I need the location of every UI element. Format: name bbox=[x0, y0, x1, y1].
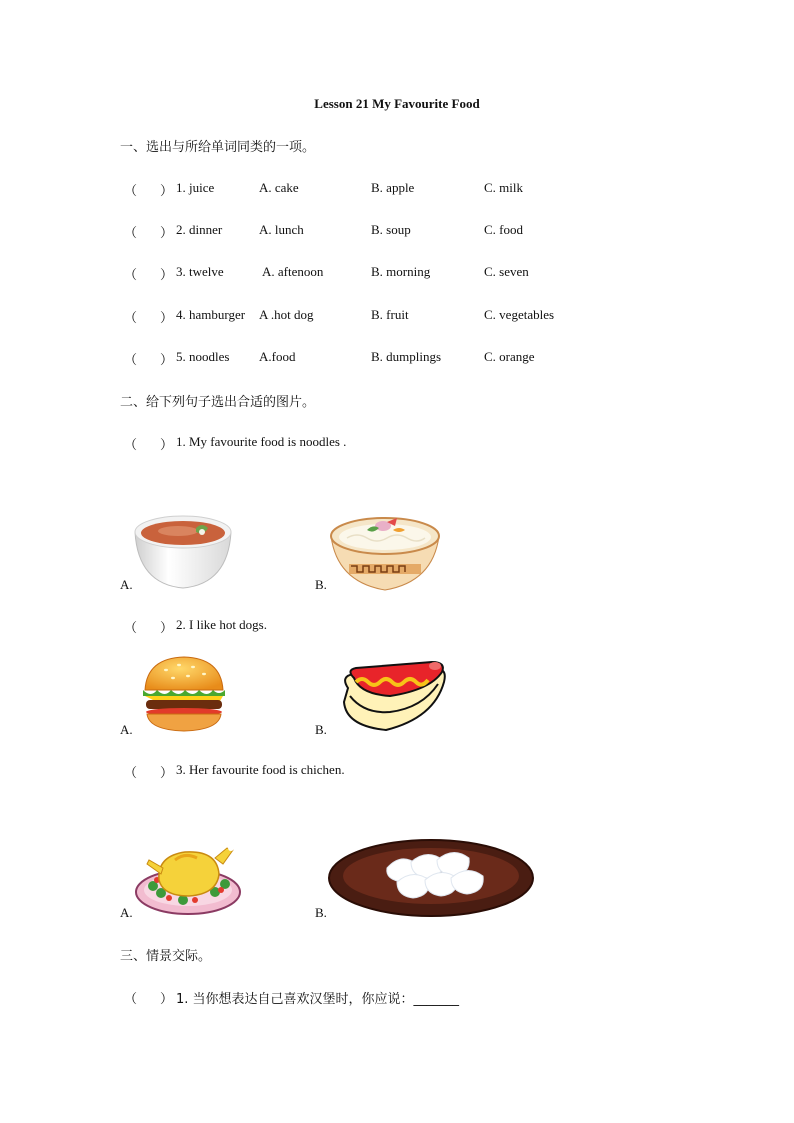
answer-paren-close: ） bbox=[160, 267, 174, 282]
option-a: A. cake bbox=[259, 180, 299, 195]
option-b: B. apple bbox=[371, 180, 415, 195]
option-b-label: B. bbox=[315, 905, 327, 920]
hamburger-icon bbox=[141, 654, 227, 734]
option-a: A. aftenoon bbox=[262, 264, 324, 279]
option-a: A.food bbox=[259, 349, 296, 364]
answer-paren-close: ） bbox=[160, 437, 174, 452]
answer-paren-open: （ bbox=[124, 310, 138, 325]
answer-paren-close: ） bbox=[160, 765, 174, 780]
question-sentence: 2. I like hot dogs. bbox=[176, 617, 267, 632]
answer-paren-close: ） bbox=[160, 620, 174, 635]
option-a-label: A. bbox=[120, 722, 133, 737]
answer-paren-close: ） bbox=[160, 183, 174, 198]
page-title: Lesson 21 My Favourite Food bbox=[314, 96, 480, 111]
section1-heading: 一、选出与所给单词同类的一项。 bbox=[120, 140, 316, 155]
answer-paren-close: ） bbox=[160, 352, 174, 367]
option-b: B. soup bbox=[371, 222, 411, 237]
option-c: C. vegetables bbox=[484, 307, 555, 322]
option-a: A .hot dog bbox=[259, 307, 314, 322]
answer-paren-open: （ bbox=[124, 437, 138, 452]
answer-paren-open: （ bbox=[124, 352, 138, 367]
dumplings-plate-icon bbox=[327, 838, 535, 918]
option-a: A. lunch bbox=[259, 222, 304, 237]
answer-paren-open: （ bbox=[124, 765, 138, 780]
option-c: C. food bbox=[484, 222, 523, 237]
answer-paren-close: ） bbox=[160, 991, 174, 1006]
option-b-label: B. bbox=[315, 722, 327, 737]
option-c: C. seven bbox=[484, 264, 529, 279]
answer-paren-open: （ bbox=[124, 620, 138, 635]
soup-bowl-icon bbox=[132, 510, 234, 590]
answer-paren-open: （ bbox=[124, 225, 138, 240]
noodle-bowl-icon bbox=[327, 512, 443, 592]
hot-dog-icon bbox=[334, 656, 450, 736]
question-sentence: 1. 当你想表达自己喜欢汉堡时，你应说：_______ bbox=[176, 992, 460, 1007]
option-a-label: A. bbox=[120, 577, 133, 592]
answer-paren-open: （ bbox=[124, 183, 138, 198]
option-b: B. fruit bbox=[371, 307, 409, 322]
question-word: 5. noodles bbox=[176, 349, 230, 364]
roast-chicken-icon bbox=[133, 838, 243, 918]
question-sentence: 1. My favourite food is noodles . bbox=[176, 434, 347, 449]
section2-heading: 二、给下列句子选出合适的图片。 bbox=[120, 395, 316, 410]
answer-paren-close: ） bbox=[160, 310, 174, 325]
answer-paren-open: （ bbox=[124, 991, 138, 1006]
question-word: 4. hamburger bbox=[176, 307, 246, 322]
question-word: 1. juice bbox=[176, 180, 215, 195]
section3-heading: 三、情景交际。 bbox=[120, 949, 212, 964]
answer-paren-open: （ bbox=[124, 267, 138, 282]
option-a-label: A. bbox=[120, 905, 133, 920]
option-c: C. orange bbox=[484, 349, 535, 364]
question-word: 3. twelve bbox=[176, 264, 224, 279]
question-sentence: 3. Her favourite food is chichen. bbox=[176, 762, 345, 777]
question-word: 2. dinner bbox=[176, 222, 223, 237]
option-b: B. morning bbox=[371, 264, 431, 279]
option-b-label: B. bbox=[315, 577, 327, 592]
option-b: B. dumplings bbox=[371, 349, 442, 364]
answer-paren-close: ） bbox=[160, 225, 174, 240]
option-c: C. milk bbox=[484, 180, 524, 195]
